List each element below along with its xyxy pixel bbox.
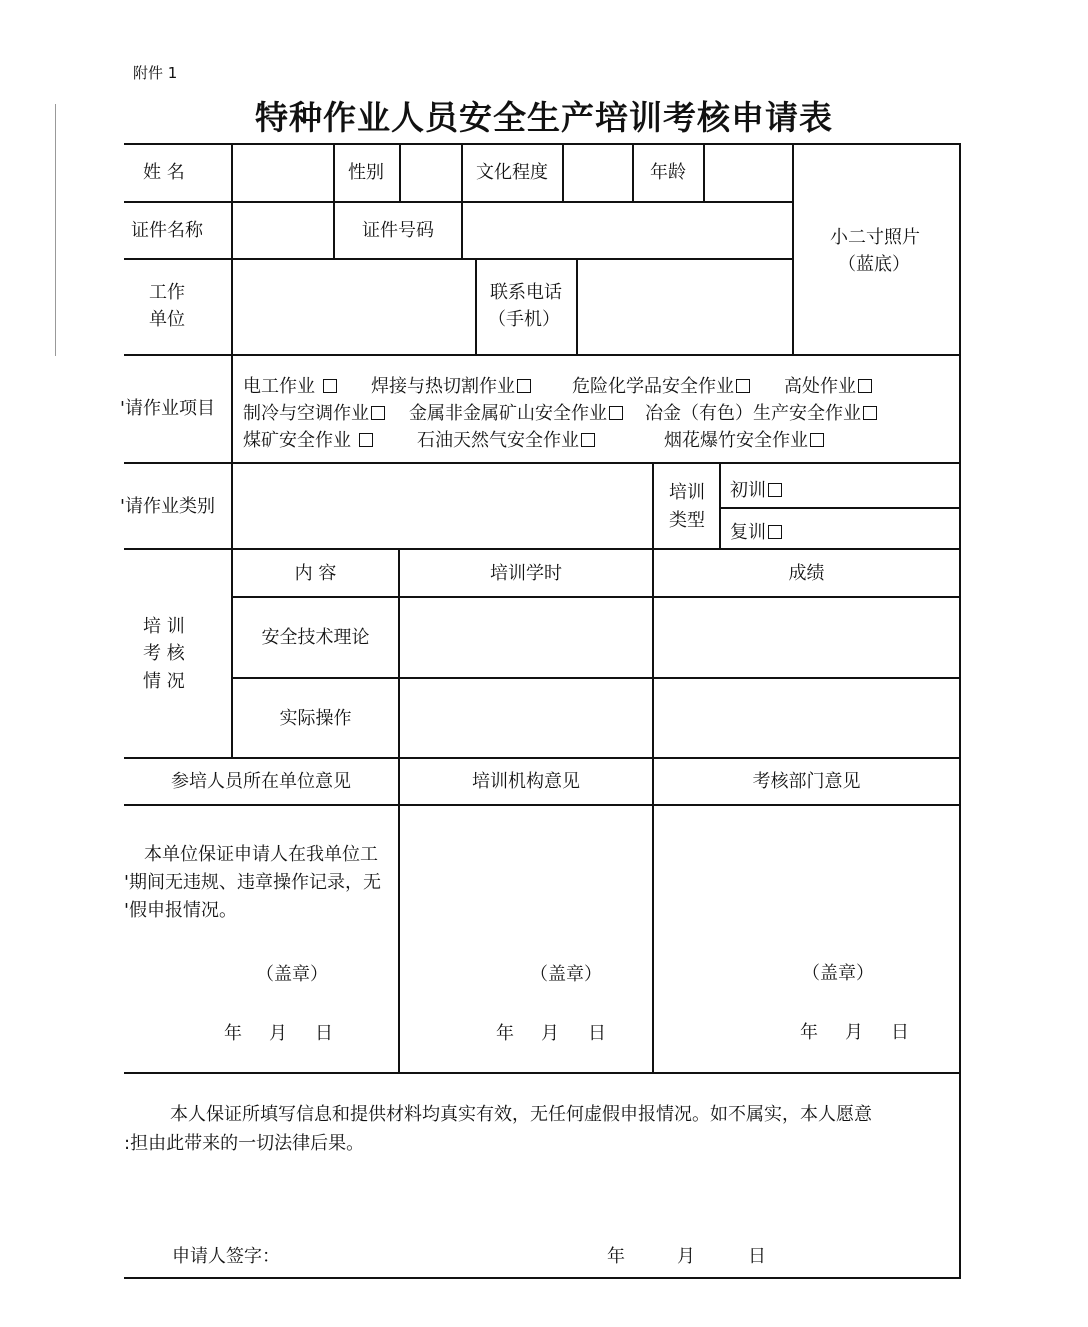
project-label: '请作业项目 (120, 398, 215, 419)
training-label-1: 培 训 (143, 616, 185, 637)
attachment-label: 附件 1 (133, 64, 178, 82)
option-refrigeration[interactable] (243, 399, 385, 425)
declaration-date-year: 年 (607, 1246, 625, 1267)
signature-label: 申请人签字： (172, 1246, 280, 1267)
education-label: 文化程度 (476, 162, 548, 183)
checkbox-icon[interactable] (863, 406, 877, 420)
work-unit-label-1: 工作 (149, 282, 185, 303)
option-label: 金属非金属矿山安全作业 (409, 403, 607, 424)
gender-field[interactable] (401, 145, 461, 201)
option-metallurgy[interactable] (645, 399, 877, 425)
institution-date-year: 年 (496, 1023, 514, 1044)
option-label: 复训 (730, 522, 766, 543)
checkbox-icon[interactable] (371, 406, 385, 420)
education-field[interactable] (564, 145, 632, 201)
option-label: 石油天然气安全作业 (417, 430, 579, 451)
department-date-month: 月 (845, 1022, 863, 1043)
option-label: 初训 (730, 480, 766, 501)
department-date-year: 年 (800, 1022, 818, 1043)
option-label: 烟花爆竹安全作业 (664, 430, 808, 451)
checkbox-icon[interactable] (736, 379, 750, 393)
checkbox-icon[interactable] (359, 433, 373, 447)
declaration-text-1: 本人保证所填写信息和提供材料均真实有效，无任何虚假申报情况。如不属实，本人愿意 (170, 1104, 872, 1125)
work-unit-label-2: 单位 (149, 309, 185, 330)
declaration-date-month: 月 (677, 1246, 695, 1267)
name-field[interactable] (233, 145, 333, 201)
training-label-3: 情 况 (143, 671, 185, 692)
category-label: '请作业类别 (120, 496, 215, 517)
institution-opinion-header: 培训机构意见 (472, 771, 580, 792)
checkbox-icon[interactable] (810, 433, 824, 447)
unit-opinion-text-1: 本单位保证申请人在我单位工 (144, 844, 378, 865)
theory-score-field[interactable] (654, 598, 959, 677)
checkbox-icon[interactable] (581, 433, 595, 447)
option-coal[interactable] (243, 426, 373, 452)
phone-label-2: （手机） (488, 309, 560, 330)
photo-area[interactable] (794, 145, 959, 354)
declaration-date-day: 日 (748, 1246, 766, 1267)
practice-hours-field[interactable] (400, 679, 652, 757)
declaration-text-2: :担由此带来的一切法律后果。 (124, 1133, 365, 1154)
option-petroleum[interactable] (417, 426, 595, 452)
unit-opinion-header: 参培人员所在单位意见 (171, 771, 351, 792)
checkbox-icon[interactable] (858, 379, 872, 393)
checkbox-icon[interactable] (768, 483, 782, 497)
id-number-field[interactable] (463, 203, 792, 258)
unit-date-day: 日 (315, 1023, 333, 1044)
option-fireworks[interactable] (664, 426, 824, 452)
option-initial-training[interactable] (730, 476, 782, 502)
institution-date-month: 月 (541, 1023, 559, 1044)
institution-seal: （盖章） (530, 964, 602, 985)
department-opinion-header: 考核部门意见 (752, 771, 861, 792)
col-score-header: 成绩 (788, 563, 825, 584)
option-label: 冶金（有色）生产安全作业 (645, 403, 861, 424)
checkbox-icon[interactable] (323, 379, 337, 393)
phone-field[interactable] (578, 260, 792, 354)
name-label: 姓 名 (143, 162, 185, 183)
id-number-label: 证件号码 (362, 220, 434, 241)
option-label: 煤矿安全作业 (243, 430, 351, 451)
option-label: 高处作业 (784, 376, 856, 397)
training-type-label-2: 类型 (669, 510, 705, 531)
unit-date-year: 年 (224, 1023, 242, 1044)
category-field[interactable] (233, 464, 652, 548)
gender-label: 性别 (348, 162, 384, 183)
option-electrical[interactable] (243, 372, 337, 398)
id-type-field[interactable] (233, 203, 333, 258)
photo-label-1: 小二寸照片 (830, 227, 920, 248)
option-mining[interactable] (409, 399, 623, 425)
col-content-header: 内 容 (294, 563, 337, 584)
option-label: 制冷与空调作业 (243, 403, 369, 424)
form-title: 特种作业人员安全生产培训考核申请表 (255, 98, 833, 137)
age-field[interactable] (705, 145, 792, 201)
phone-label-1: 联系电话 (490, 282, 562, 303)
theory-hours-field[interactable] (400, 598, 652, 677)
option-label: 危险化学品安全作业 (572, 376, 734, 397)
signature-field[interactable] (280, 1240, 580, 1272)
checkbox-icon[interactable] (768, 525, 782, 539)
training-type-label-1: 培训 (669, 482, 705, 503)
option-welding[interactable] (371, 372, 531, 398)
department-date-day: 日 (891, 1022, 909, 1043)
id-type-label: 证件名称 (131, 220, 203, 241)
col-hours-header: 培训学时 (490, 563, 562, 584)
row-theory-label: 安全技术理论 (261, 627, 370, 648)
option-retraining[interactable] (730, 518, 782, 544)
unit-date-month: 月 (269, 1023, 287, 1044)
department-seal: （盖章） (802, 963, 874, 984)
unit-opinion-text-3: '假申报情况。 (124, 900, 237, 921)
option-label: 电工作业 (243, 376, 315, 397)
option-label: 焊接与热切割作业 (371, 376, 515, 397)
option-height[interactable] (784, 372, 872, 398)
row-practice-label: 实际操作 (279, 708, 352, 729)
scan-edge (55, 104, 56, 356)
unit-opinion-text-2: '期间无违规、违章操作记录，无 (124, 872, 381, 893)
unit-seal: （盖章） (256, 964, 328, 985)
age-label: 年龄 (650, 162, 686, 183)
practice-score-field[interactable] (654, 679, 959, 757)
checkbox-icon[interactable] (609, 406, 623, 420)
work-unit-field[interactable] (233, 260, 475, 354)
institution-date-day: 日 (588, 1023, 606, 1044)
training-label-2: 考 核 (143, 643, 185, 664)
photo-label-2: （蓝底） (838, 254, 910, 275)
checkbox-icon[interactable] (517, 379, 531, 393)
option-hazchem[interactable] (572, 372, 750, 398)
